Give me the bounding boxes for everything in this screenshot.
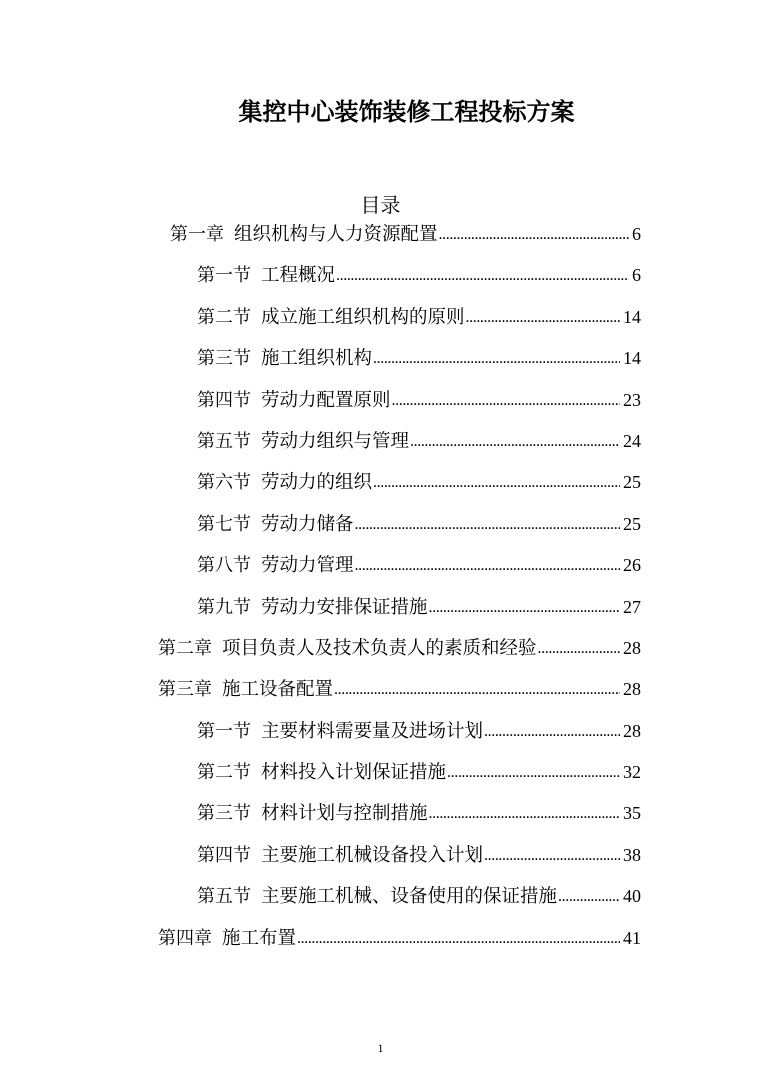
- toc-dot-leader: [558, 876, 620, 917]
- toc-entry-chapter-4: [0, 918, 761, 959]
- toc-entry-ch3-section-4: [0, 835, 761, 876]
- toc-entry-label: 第三节: [197, 803, 251, 824]
- toc-entry-label: 第一节: [197, 265, 251, 286]
- toc-entry-label: 第二章: [158, 637, 212, 658]
- toc-dot-leader: [484, 835, 620, 876]
- toc-entry-ch3-section-1: [0, 711, 761, 752]
- toc-entry-chapter-1: [0, 214, 761, 255]
- toc-entry-page: 27: [623, 596, 641, 617]
- toc-entry-label: 第四章: [158, 927, 212, 948]
- toc-entry-title: 劳动力的组织: [261, 472, 373, 494]
- toc-dot-leader: [484, 711, 620, 752]
- toc-dot-leader: [538, 628, 620, 669]
- toc-entry-label: 第五节: [197, 886, 251, 907]
- toc-entry-page: 28: [623, 637, 641, 658]
- toc-entry-page: 24: [623, 430, 641, 451]
- toc-entry-label: 第一节: [197, 720, 251, 741]
- toc-entry-title: 劳动力管理: [261, 555, 354, 577]
- toc-dot-leader: [410, 421, 620, 462]
- toc-entry-page: 40: [623, 886, 641, 907]
- toc-entry-title: 劳动力安排保证措施: [261, 596, 428, 618]
- toc-entry-label: 第四节: [197, 844, 251, 865]
- toc-entry-title: 工程概况: [261, 265, 336, 287]
- toc-entry-label: 第三节: [197, 348, 251, 369]
- toc-entry-title: 主要材料需要量及进场计划: [261, 720, 484, 742]
- toc-entry-page: 41: [623, 927, 641, 948]
- toc-entry-chapter-3: [0, 669, 761, 710]
- toc-entry-ch1-section-6: [0, 462, 761, 503]
- toc-entry-title: 主要施工机械、设备使用的保证措施: [261, 886, 558, 908]
- toc-entry-label: 第五节: [197, 430, 251, 451]
- toc-entry-label: 第四节: [197, 389, 251, 410]
- toc-dot-leader: [429, 793, 620, 834]
- toc-entry-page: 23: [623, 389, 641, 410]
- table-of-contents: [0, 214, 761, 959]
- toc-dot-leader: [392, 380, 620, 421]
- toc-dot-leader: [355, 545, 620, 586]
- toc-dot-leader: [439, 214, 629, 255]
- toc-entry-title: 成立施工组织机构的原则: [261, 306, 465, 328]
- toc-entry-page: 6: [632, 224, 641, 244]
- document-title: 集控中心装饰装修工程投标方案: [238, 100, 575, 126]
- toc-entry-page: 14: [623, 348, 641, 369]
- toc-dot-leader: [297, 918, 620, 959]
- toc-entry-title: 施工布置: [222, 927, 297, 949]
- toc-dot-leader: [355, 504, 620, 545]
- toc-entry-ch3-section-2: [0, 752, 761, 793]
- toc-entry-title: 劳动力配置原则: [261, 389, 391, 411]
- toc-entry-ch1-section-3: [0, 338, 761, 379]
- toc-dot-leader: [429, 587, 620, 628]
- toc-entry-label: 第六节: [197, 472, 251, 493]
- toc-entry-title: 劳动力储备: [261, 513, 354, 535]
- toc-entry-ch1-section-9: [0, 587, 761, 628]
- toc-entry-page: 25: [623, 472, 641, 493]
- toc-entry-page: 25: [623, 513, 641, 534]
- toc-entry-ch1-section-1: [0, 255, 761, 296]
- toc-entry-title: 施工设备配置: [222, 679, 334, 701]
- toc-dot-leader: [466, 297, 620, 338]
- toc-entry-label: 第二节: [197, 306, 251, 327]
- toc-entry-page: 28: [623, 720, 641, 741]
- toc-heading: 目录: [360, 193, 401, 217]
- toc-entry-ch1-section-7: [0, 504, 761, 545]
- toc-entry-title: 组织机构与人力资源配置: [234, 224, 438, 245]
- toc-entry-ch1-section-5: [0, 421, 761, 462]
- toc-entry-chapter-2: [0, 628, 761, 669]
- toc-entry-title: 材料投入计划保证措施: [261, 762, 447, 784]
- toc-entry-label: 第一章: [170, 224, 224, 244]
- toc-entry-title: 项目负责人及技术负责人的素质和经验: [222, 637, 537, 659]
- toc-entry-title: 材料计划与控制措施: [261, 803, 428, 825]
- toc-entry-page: 28: [623, 679, 641, 700]
- toc-dot-leader: [373, 338, 620, 379]
- toc-entry-label: 第三章: [158, 679, 212, 700]
- toc-dot-leader: [447, 752, 620, 793]
- toc-entry-label: 第八节: [197, 555, 251, 576]
- toc-entry-page: 38: [623, 844, 641, 865]
- toc-entry-page: 14: [623, 306, 641, 327]
- toc-entry-label: 第九节: [197, 596, 251, 617]
- page-number: 1: [377, 1041, 384, 1055]
- toc-entry-ch1-section-2: [0, 297, 761, 338]
- toc-entry-label: 第二节: [197, 762, 251, 783]
- toc-entry-ch3-section-3: [0, 793, 761, 834]
- toc-dot-leader: [336, 255, 629, 296]
- toc-entry-title: 施工组织机构: [261, 348, 373, 370]
- toc-entry-page: 26: [623, 555, 641, 576]
- toc-dot-leader: [373, 462, 620, 503]
- toc-entry-ch3-section-5: [0, 876, 761, 917]
- toc-entry-title: 劳动力组织与管理: [261, 430, 410, 452]
- toc-entry-ch1-section-8: [0, 545, 761, 586]
- toc-entry-page: 6: [632, 265, 641, 286]
- toc-entry-ch1-section-4: [0, 380, 761, 421]
- toc-entry-page: 35: [623, 803, 641, 824]
- toc-dot-leader: [334, 669, 620, 710]
- toc-entry-label: 第七节: [197, 513, 251, 534]
- toc-entry-page: 32: [623, 762, 641, 783]
- toc-entry-title: 主要施工机械设备投入计划: [261, 844, 484, 866]
